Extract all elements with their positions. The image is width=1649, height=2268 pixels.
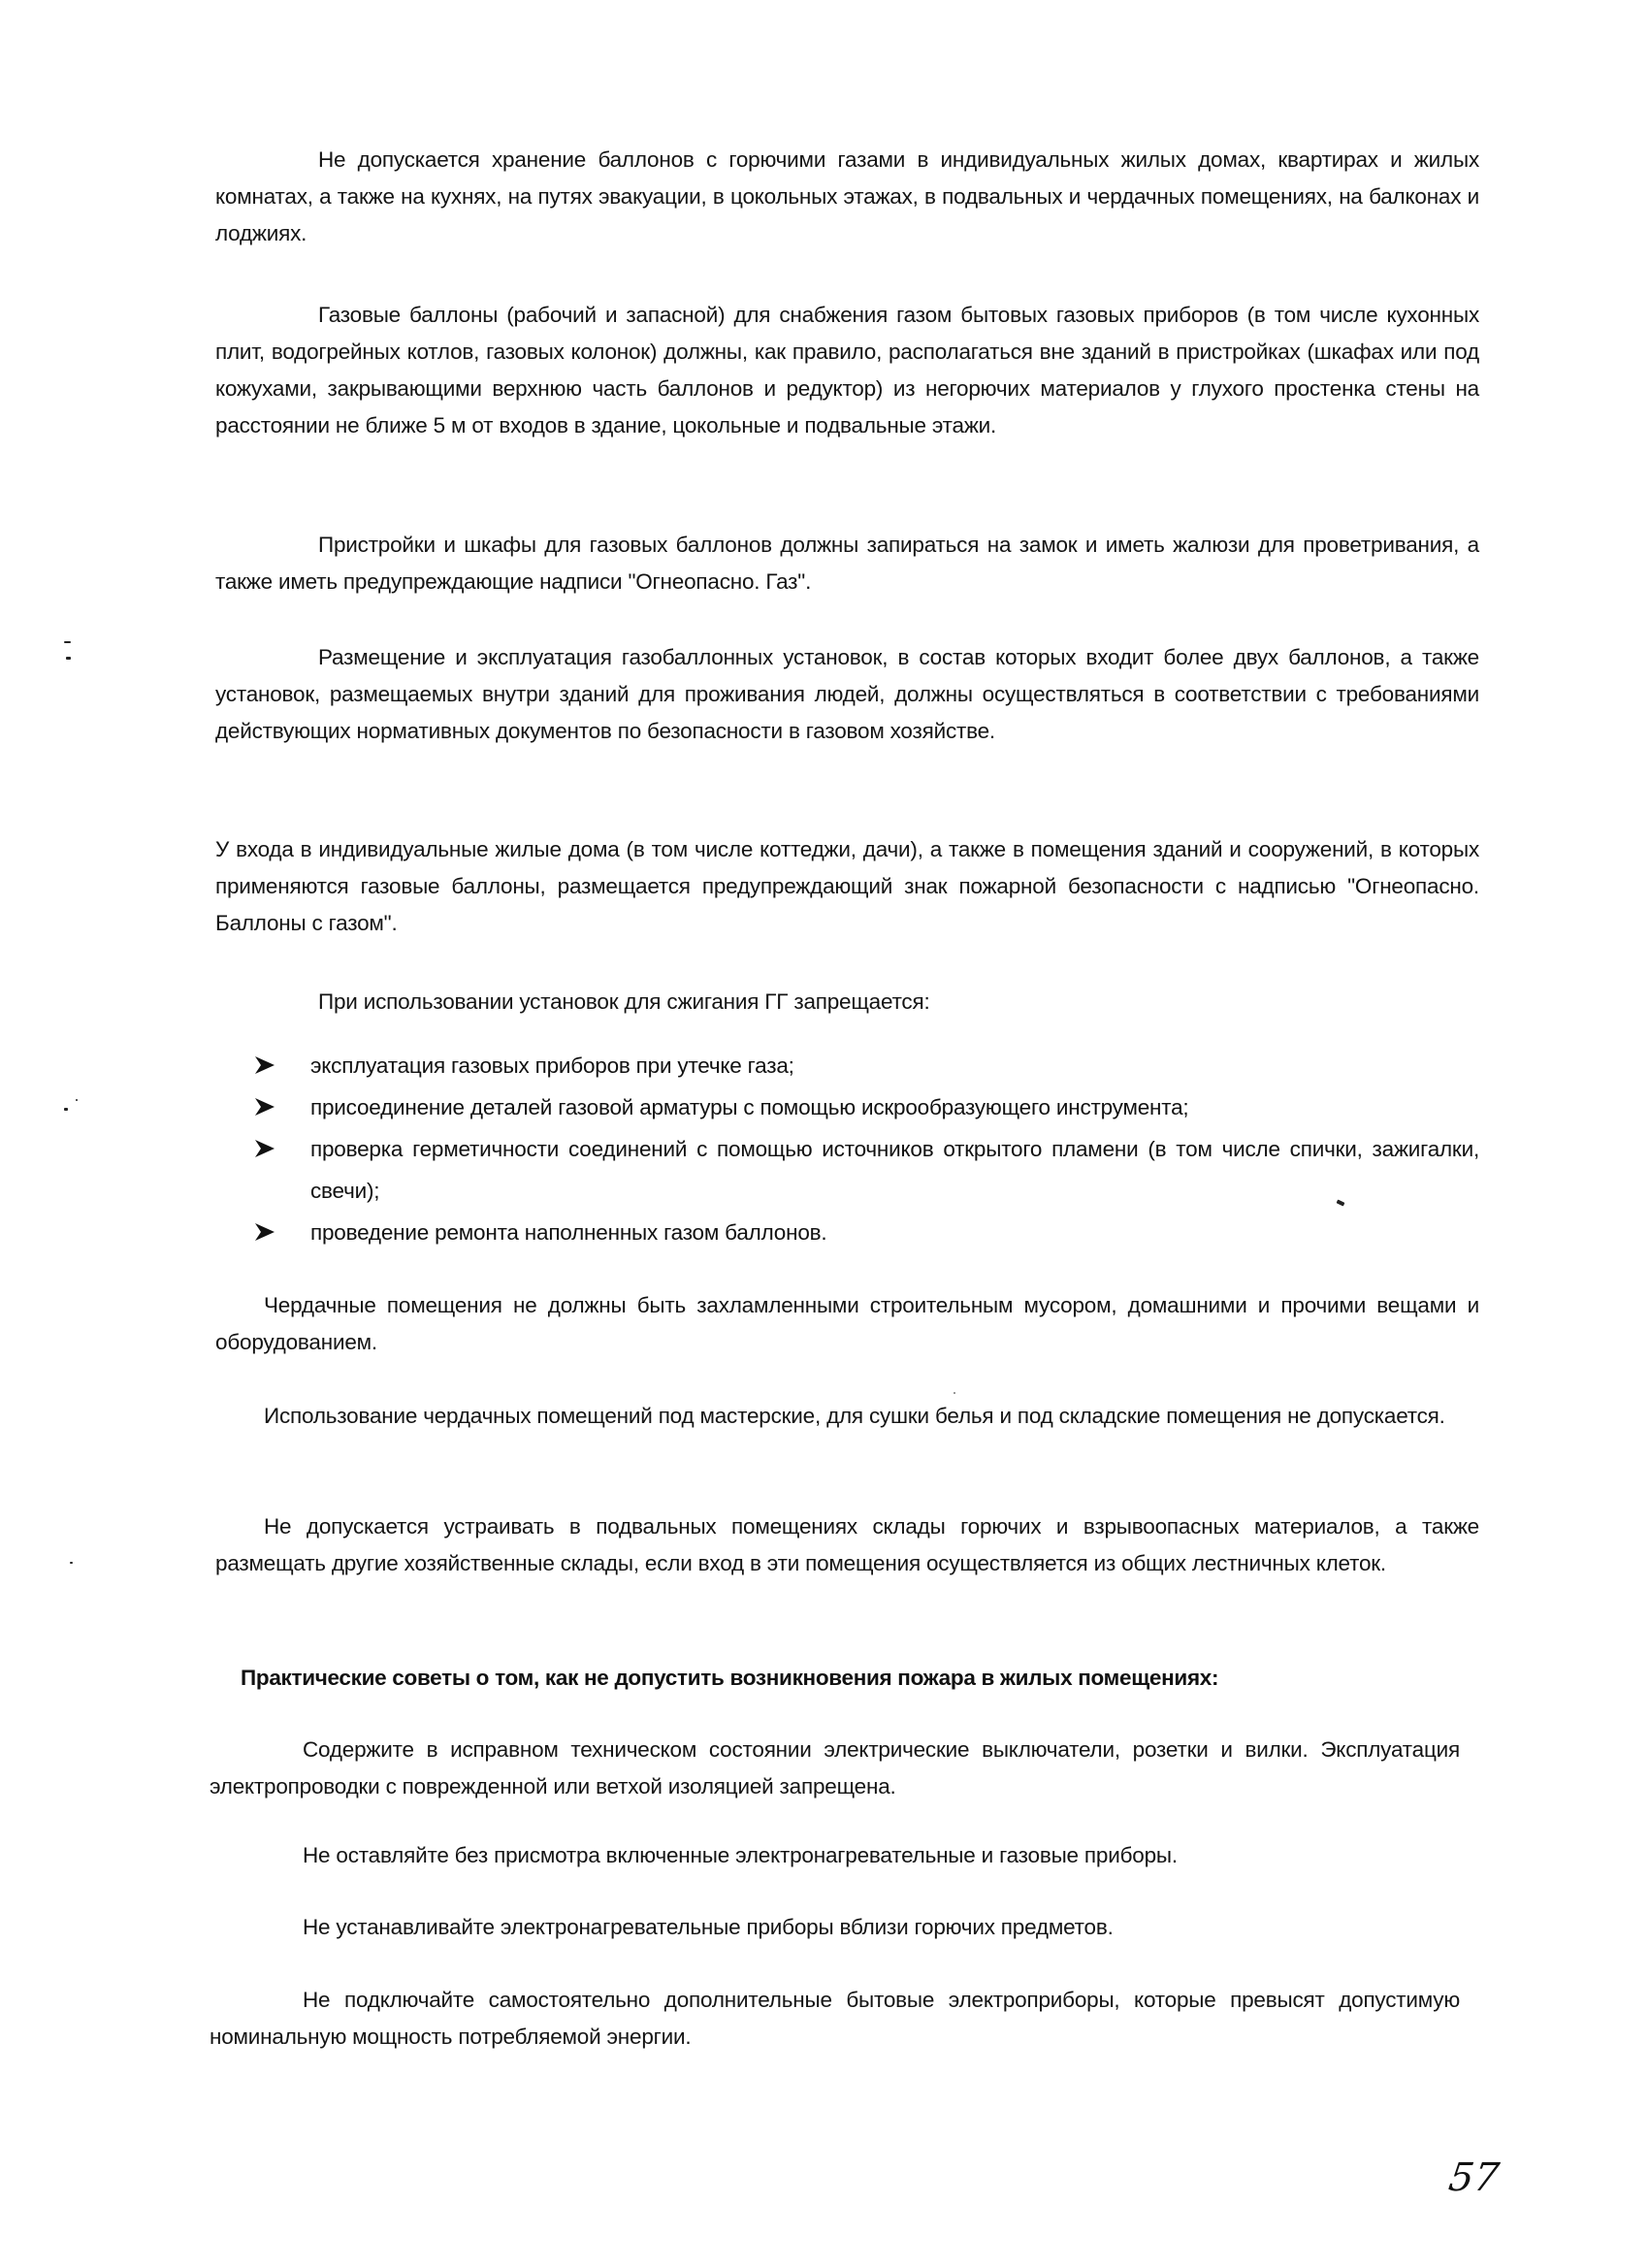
page-number: 57 xyxy=(1445,2155,1503,2200)
list-item-text: присоединение деталей газовой арматуры с помощью искрообразующего инструмента; xyxy=(310,1095,1189,1119)
paragraph-annex-locks-warnings: Пристройки и шкафы для газовых баллонов должны запираться на замок и иметь жалюзи для проветривания, а также иметь предупреждающие надписи "Огнеопасно. Газ". xyxy=(215,533,1479,594)
arrowhead-bullet-icon xyxy=(254,1096,275,1118)
scan-speck xyxy=(76,1099,78,1101)
paragraph-basement-storage: Не допускается устраивать в подвальных помещениях склады горючих и взрывоопасных материалов, а также размещать другие хозяйственные склады, если вход в эти помещения осуществляется из общих лестничных клеток. xyxy=(215,1514,1479,1575)
section-heading-fire-prevention-tips: Практические советы о том, как не допустить возникновения пожара в жилых помещениях: xyxy=(241,1666,1219,1690)
prohibited-actions-list xyxy=(254,1045,1479,1253)
arrowhead-bullet-icon xyxy=(254,1054,275,1076)
list-item xyxy=(254,1128,1479,1212)
paragraph-attic-clutter: Чердачные помещения не должны быть захламленными строительным мусором, домашними и прочими вещами и оборудованием. xyxy=(215,1293,1479,1354)
scan-speck xyxy=(66,657,71,660)
list-item xyxy=(254,1086,1479,1128)
scan-speck xyxy=(70,1562,73,1564)
arrowhead-bullet-icon xyxy=(254,1138,275,1159)
scan-speck xyxy=(64,641,71,643)
paragraph-power-overload: Не подключайте самостоятельно дополнительные бытовые электроприборы, которые превысят допустимую номинальную мощность потребляемой энергии. xyxy=(210,1988,1460,2049)
paragraph-unattended-appliances: Не оставляйте без присмотра включенные электронагревательные и газовые приборы. xyxy=(303,1843,1178,1867)
arrowhead-bullet-icon xyxy=(254,1221,275,1243)
scan-speck xyxy=(954,1392,955,1394)
scan-speck xyxy=(64,1108,68,1111)
list-item-text: проверка герметичности соединений с помощью источников открытого пламени (в том числе спички, зажигалки, свечи); xyxy=(310,1137,1479,1203)
list-item-text: проведение ремонта наполненных газом баллонов. xyxy=(310,1220,827,1245)
list-item-text: эксплуатация газовых приборов при утечке газа; xyxy=(310,1053,794,1078)
paragraph-heater-placement: Не устанавливайте электронагревательные приборы вблизи горючих предметов. xyxy=(303,1915,1114,1939)
list-item xyxy=(254,1045,1479,1086)
paragraph-prohibited-list-intro: При использовании установок для сжигания ГГ запрещается: xyxy=(318,989,930,1014)
paragraph-installations-regulations: Размещение и эксплуатация газобаллонных установок, в состав которых входит более двух баллонов, а также установок, размещаемых внутри зданий для проживания людей, должны осуществляться в соответствии с требованиями действующих нормативных документов по безопасности в газовом хозяйстве. xyxy=(215,645,1479,743)
list-item xyxy=(254,1212,1479,1253)
paragraph-gas-cylinder-storage-prohibition: Не допускается хранение баллонов с горючими газами в индивидуальных жилых домах, квартирах и жилых комнатах, а также на кухнях, на путях эвакуации, в цокольных этажах, в подвальных и чердачных помещениях, на балконах и лоджиях. xyxy=(215,147,1479,245)
paragraph-entrance-warning-sign: У входа в индивидуальные жилые дома (в том числе коттеджи, дачи), а также в помещения зданий и сооружений, в которых применяются газовые баллоны, размещается предупреждающий знак пожарной безопасности с надписью "Огнеопасно. Баллоны с газом". xyxy=(215,837,1479,935)
paragraph-gas-cylinder-placement: Газовые баллоны (рабочий и запасной) для снабжения газом бытовых газовых приборов (в том числе кухонных плит, водогрейных котлов, газовых колонок) должны, как правило, располагаться вне зданий в пристройках (шкафах или под кожухами, закрывающими верхнюю часть баллонов и редуктор) из негорючих материалов у глухого простенка стены на расстоянии не ближе 5 м от входов в здание, цокольные и подвальные этажи. xyxy=(215,303,1479,437)
paragraph-attic-usage: Использование чердачных помещений под мастерские, для сушки белья и под складские помещения не допускается. xyxy=(264,1404,1445,1428)
paragraph-electrical-condition: Содержите в исправном техническом состоянии электрические выключатели, розетки и вилки. Эксплуатация электропроводки с поврежденной или ветхой изоляцией запрещена. xyxy=(210,1737,1460,1798)
